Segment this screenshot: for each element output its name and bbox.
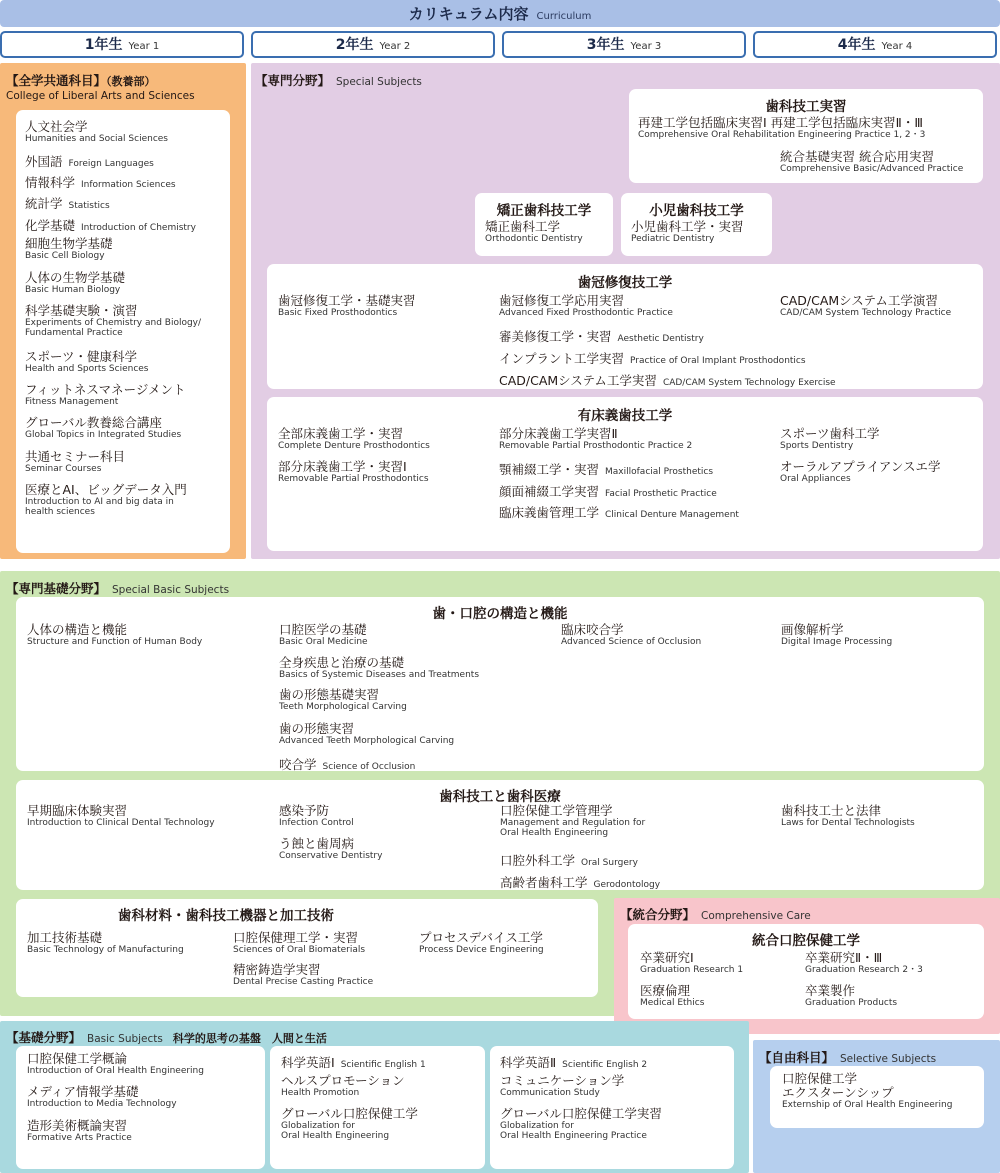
course-infection-control: 感染予防 Infection Control [279,803,354,828]
course-information-sciences: 情報科学 Information Sciences [25,175,176,190]
curriculum-title-bar [0,0,1000,27]
course-aesthetic-dentistry: 審美修復工学・実習 Aesthetic Dentistry [499,329,704,344]
course-oral-implant: インプラント工学実習 Practice of Oral Implant Prosthodontics [499,351,806,366]
basic-box-3 [490,1046,734,1169]
orthodontic-box [475,193,613,256]
special-subjects-heading: 【専門分野】 Special Subjects [255,73,422,88]
special-basic-heading: 【専門基礎分野】 Special Basic Subjects [6,581,230,596]
year-2-label: 2年生 [335,37,374,53]
course-foreign-languages: 外国語 Foreign Languages [25,154,154,169]
course-maxillofacial: 顎補綴工学・実習 Maxillofacial Prosthetics [499,462,714,477]
basic-box-2 [270,1046,485,1169]
liberal-arts-heading: 【全学共通科目】（教養部） [6,73,156,88]
course-graduation-research-2-3: 卒業研究Ⅱ・Ⅲ Graduation Research 2・3 [805,950,923,975]
pediatric-box [621,193,772,256]
liberal-arts-course-box [16,110,230,553]
course-early-clinical: 早期臨床体験実習 Introduction to Clinical Dental Technology [27,803,215,828]
course-advanced-teeth-carving: 歯の形態実習 Advanced Teeth Morphological Carving [279,721,455,746]
year-3-label-en: Year 3 [630,41,662,52]
course-image-processing: 画像解析学 Digital Image Processing [781,622,893,647]
course-humanities: 人文社会学 Humanities and Social Sciences [25,119,168,144]
year-1-label: 1年生 [84,37,123,53]
basic-box-1 [16,1046,265,1169]
pediatric-title: 小児歯科技工学 [649,203,744,219]
course-oral-appliances: オーラルアプライアンスエ学 Oral Appliances [780,459,941,484]
course-pediatric-dentistry: 小児歯科工学・実習 Pediatric Dentistry [631,219,744,244]
year-4-label: 4年生 [837,37,876,53]
course-human-body-structure: 人体の構造と機能 Structure and Function of Human Body [27,622,203,647]
course-scientific-english-2: 科学英語Ⅱ Scientific English 2 [500,1055,648,1070]
course-advanced-fixed-prosthodontic: 歯冠修復工学応用実習 Advanced Fixed Prosthodontic Practice [499,293,673,318]
year-2-label-en: Year 2 [379,41,411,52]
crown-restoration-title: 歯冠修復技工学 [577,275,673,291]
course-clinical-denture: 臨床義歯管理工学 Clinical Denture Management [499,505,739,520]
course-human-biology: 人体の生物学基礎 Basic Human Biology [25,270,126,295]
year-1-header [0,31,244,58]
course-fitness-management: フィットネスマネージメント Fitness Management [25,382,186,407]
externship-box [770,1066,984,1128]
oral-structure-title: 歯・口腔の構造と機能 [432,606,568,622]
page-title: カリキュラム内容 [408,5,529,23]
course-statistics: 統計学 Statistics [25,196,110,211]
year-1-label-en: Year 1 [128,41,160,52]
course-teeth-carving: 歯の形態基礎実習 Teeth Morphological Carving [279,687,407,712]
year-4-header [753,31,997,58]
course-basic-oral-medicine: 口腔医学の基礎 Basic Oral Medicine [279,622,368,647]
basic-subjects-panel [0,1021,749,1173]
integrated-oral-health-box [628,924,984,1019]
course-sports-dentistry: スポーツ歯科工学 Sports Dentistry [780,426,880,451]
course-ai-big-data: 医療とAI、ビッグデータ入門 Introduction to AI and big data in health sciences [25,482,187,517]
basic-subjects-heading: 【基礎分野】 Basic Subjects 科学的思考の基盤 人間と生活 [6,1030,327,1045]
course-conservative-dentistry: う蝕と歯周病 Conservative Dentistry [279,836,383,861]
year-3-header [502,31,746,58]
dental-medical-title: 歯科技工と歯科医療 [439,789,561,805]
denture-title: 有床義歯技工学 [577,408,673,424]
course-sports-health: スポーツ・健康科学 Health and Sports Sciences [25,349,149,374]
course-science-experiments: 科学基礎実験・演習 Experiments of Chemistry and Biology/ Fundamental Practice [25,303,202,338]
course-scientific-english-1: 科学英語Ⅰ Scientific English 1 [281,1055,426,1070]
course-cadcam-exercise: CAD/CAMシステム工学実習 CAD/CAM System Technology Exercise [499,373,836,388]
integrated-oral-health-title: 統合口腔保健工学 [752,933,860,949]
oral-structure-box [16,597,984,771]
page-title-en: Curriculum [536,11,592,22]
course-health-promotion: ヘルスプロモーション Health Promotion [281,1073,405,1098]
materials-box [16,899,598,997]
dental-medical-box [16,780,984,890]
course-cadcam-practice: CAD/CAMシステム工学演習 CAD/CAM System Technology Practice [780,293,952,318]
course-occlusion: 咬合学 Science of Occlusion [279,757,416,772]
course-global-topics: グローバル教養総合講座 Global Topics in Integrated Studies [25,415,182,440]
comprehensive-care-heading: 【統合分野】 Comprehensive Care [620,907,811,922]
course-globalization-oral-health: グローバル口腔保健工学 Globalization for Oral Health Engineering [281,1106,418,1141]
liberal-arts-panel [0,63,246,559]
orthodontic-title: 矯正歯科技工学 [496,203,592,219]
course-communication: コミュニケーション学 Communication Study [500,1073,625,1098]
special-subjects-panel [251,63,1000,559]
course-oral-surgery: 口腔外科工学 Oral Surgery [500,853,638,868]
course-fixed-prosthodontics: 歯冠修復工学・基礎実習 Basic Fixed Prosthodontics [278,293,416,318]
course-chemistry: 化学基礎 Introduction of Chemistry [25,218,196,233]
course-removable-partial-1: 部分床義歯工学・実習Ⅰ Removable Partial Prosthodontics [278,459,429,484]
course-externship: 口腔保健工学 エクスターンシップ Externship of Oral Health Engineering [782,1071,953,1110]
course-manufacturing: 加工技術基礎 Basic Technology of Manufacturing [27,930,184,955]
course-media-technology: メディア情報学基礎 Introduction to Media Technology [27,1084,177,1109]
selective-subjects-heading: 【自由科目】 Selective Subjects [759,1050,937,1065]
dental-lab-practice-title: 歯科技工実習 [765,99,847,115]
year-2-header [251,31,495,58]
course-oral-health-intro: 口腔保健工学概論 Introduction of Oral Health Engineering [27,1051,204,1076]
materials-title: 歯科材料・歯科技工機器と加工技術 [118,908,334,924]
selective-subjects-panel [753,1040,1000,1173]
dental-lab-practice-box [629,89,983,183]
course-precise-casting: 精密鋳造学実習 Dental Precise Casting Practice [233,962,374,987]
course-formative-arts: 造形美術概論実習 Formative Arts Practice [27,1118,132,1143]
course-process-device: プロセスデバイス工学 Process Device Engineering [419,930,544,955]
course-oral-rehab-practice: 再建工学包括臨床実習Ⅰ 再建工学包括臨床実習Ⅱ・Ⅲ Comprehensive Oral Rehabilitation Engineering Practice 1, 2・3 [638,115,926,140]
comprehensive-care-panel [614,898,1000,1034]
denture-box [267,397,983,551]
liberal-arts-subheading: College of Liberal Arts and Sciences [6,90,195,102]
course-oral-health-management: 口腔保健工学管理学 Management and Regulation for Oral Health Engineering [500,803,646,838]
crown-restoration-box [267,264,983,389]
course-removable-partial-2: 部分床義歯工学実習Ⅱ Removable Partial Prosthodontic Practice 2 [499,426,693,451]
course-graduation-research-1: 卒業研究Ⅰ Graduation Research 1 [640,950,744,975]
course-advanced-occlusion: 臨床咬合学 Advanced Science of Occlusion [561,622,702,647]
course-medical-ethics: 医療倫理 Medical Ethics [640,983,705,1008]
course-facial-prosthetic: 顔面補綴工学実習 Facial Prosthetic Practice [499,484,717,499]
course-orthodontic-dentistry: 矯正歯科工学 Orthodontic Dentistry [485,219,583,244]
course-complete-denture: 全部床義歯工学・実習 Complete Denture Prosthodontics [278,426,430,451]
year-3-label: 3年生 [586,37,625,53]
course-seminar: 共通セミナー科目 Seminar Courses [25,449,126,474]
course-dental-law: 歯科技工士と法律 Laws for Dental Technologists [781,803,915,828]
course-oral-biomaterials: 口腔保健理工学・実習 Sciences of Oral Biomaterials [233,930,366,955]
course-systemic-diseases: 全身疾患と治療の基礎 Basics of Systemic Diseases and Treatments [279,655,480,680]
course-graduation-products: 卒業製作 Graduation Products [805,983,898,1008]
course-cell-biology: 細胞生物学基礎 Basic Cell Biology [25,236,113,261]
course-globalization-practice: グローバル口腔保健工学実習 Globalization for Oral Health Engineering Practice [500,1106,662,1141]
course-gerodontology: 高齢者歯科工学 Gerodontology [500,875,661,890]
course-comprehensive-practice: 統合基礎実習 統合応用実習 Comprehensive Basic/Advanced Practice [780,149,964,174]
year-4-label-en: Year 4 [881,41,913,52]
